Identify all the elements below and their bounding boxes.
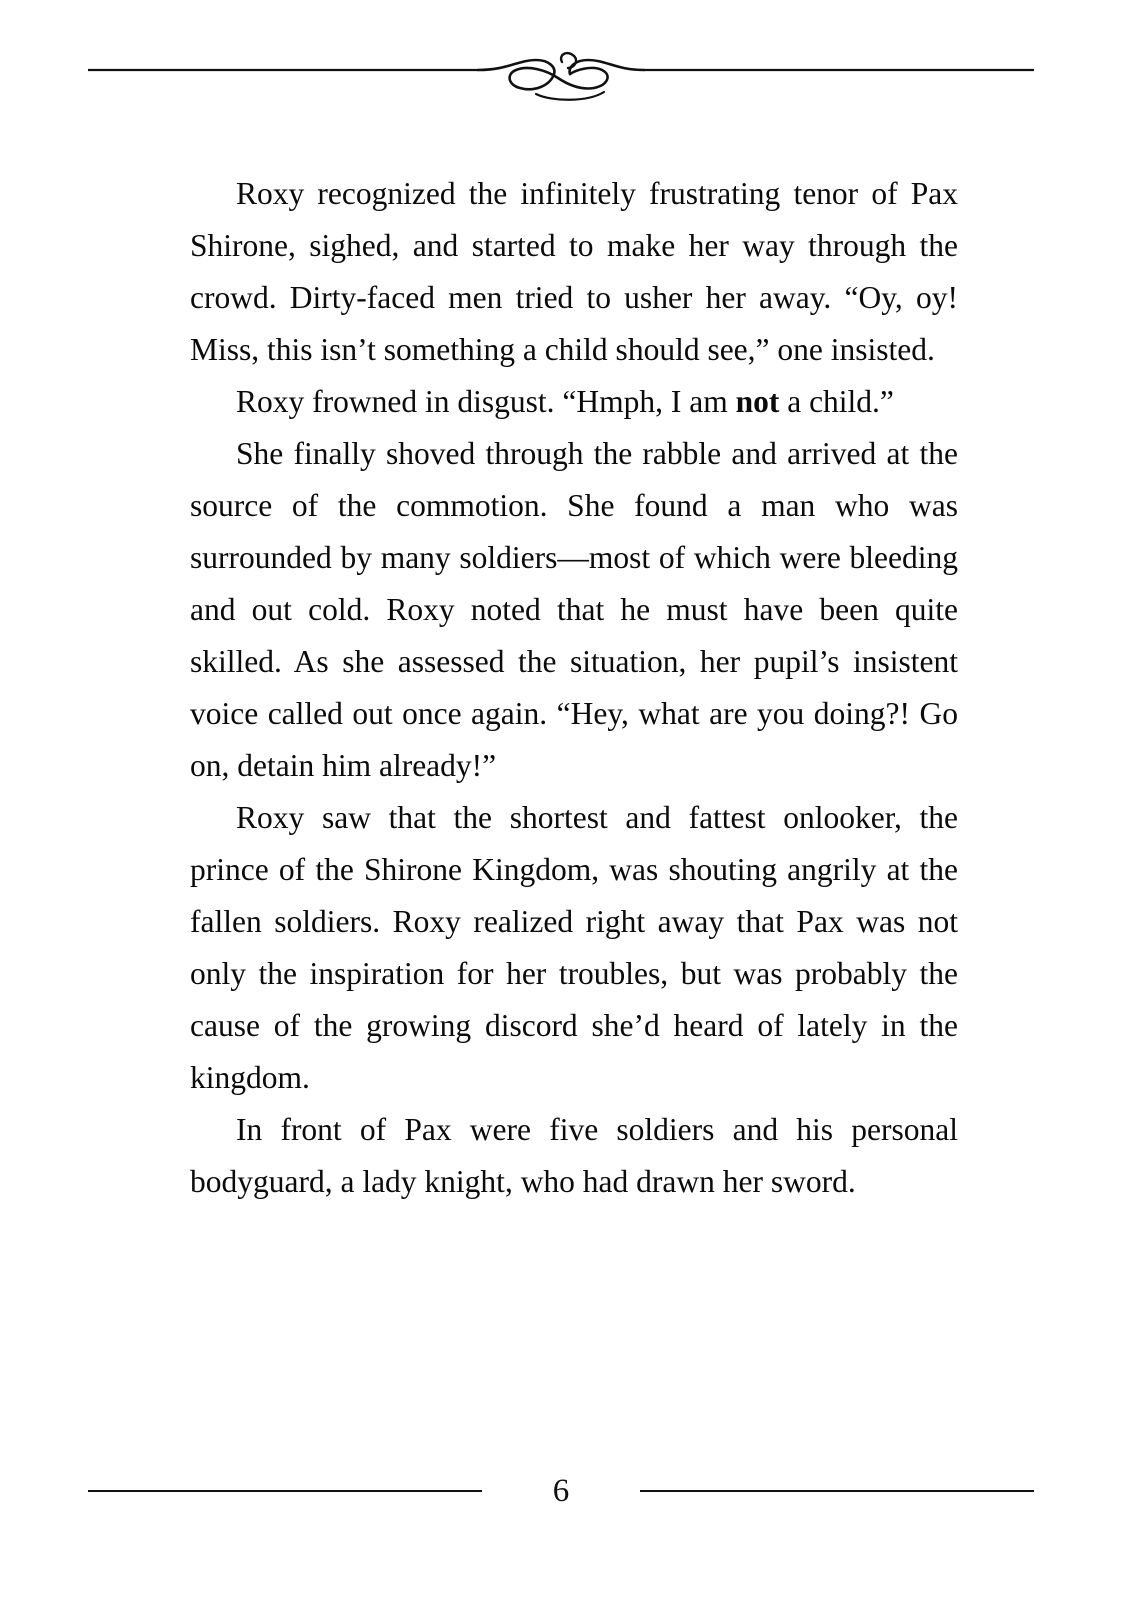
flourish-divider-ornament xyxy=(88,48,1034,108)
paragraph-text-suffix: a child.” xyxy=(779,384,894,419)
page-footer xyxy=(88,1468,1034,1514)
paragraph: She finally shoved through the rabble and arrived at the source of the commotion. She found a man who was surrounded by many soldiers—most of which were bleeding and out cold. Roxy noted that he must have been quite skilled. As she assessed the situation, her pupil’s insistent voice called out once again. “Hey, what are you doing?! Go on, detain him already!” xyxy=(190,436,958,783)
paragraph: Roxy recognized the infinitely frustrating tenor of Pax Shirone, sighed, and started to make her way through the crowd. Dirty-faced men tried to usher her away. “Oy, oy! Miss, this isn’t something a child should see,” one insisted. xyxy=(190,176,958,367)
page-body-text xyxy=(190,168,958,1208)
paragraph-text-prefix: Roxy frowned in disgust. “Hmph, I am xyxy=(236,384,736,419)
paragraph: Roxy saw that the shortest and fattest onlooker, the prince of the Shirone Kingdom, was shouting angrily at the fallen soldiers. Roxy realized right away that Pax was not only the inspiration for her troubles, but was probably the cause of the growing discord she’d heard of lately in the kingdom. xyxy=(190,800,958,1095)
paragraph: In front of Pax were five soldiers and his personal bodyguard, a lady knight, who had drawn her sword. xyxy=(190,1112,958,1199)
page-number: 6 xyxy=(552,1473,570,1509)
emphasized-word: not xyxy=(735,384,780,419)
paragraph-with-emphasis xyxy=(190,376,958,428)
